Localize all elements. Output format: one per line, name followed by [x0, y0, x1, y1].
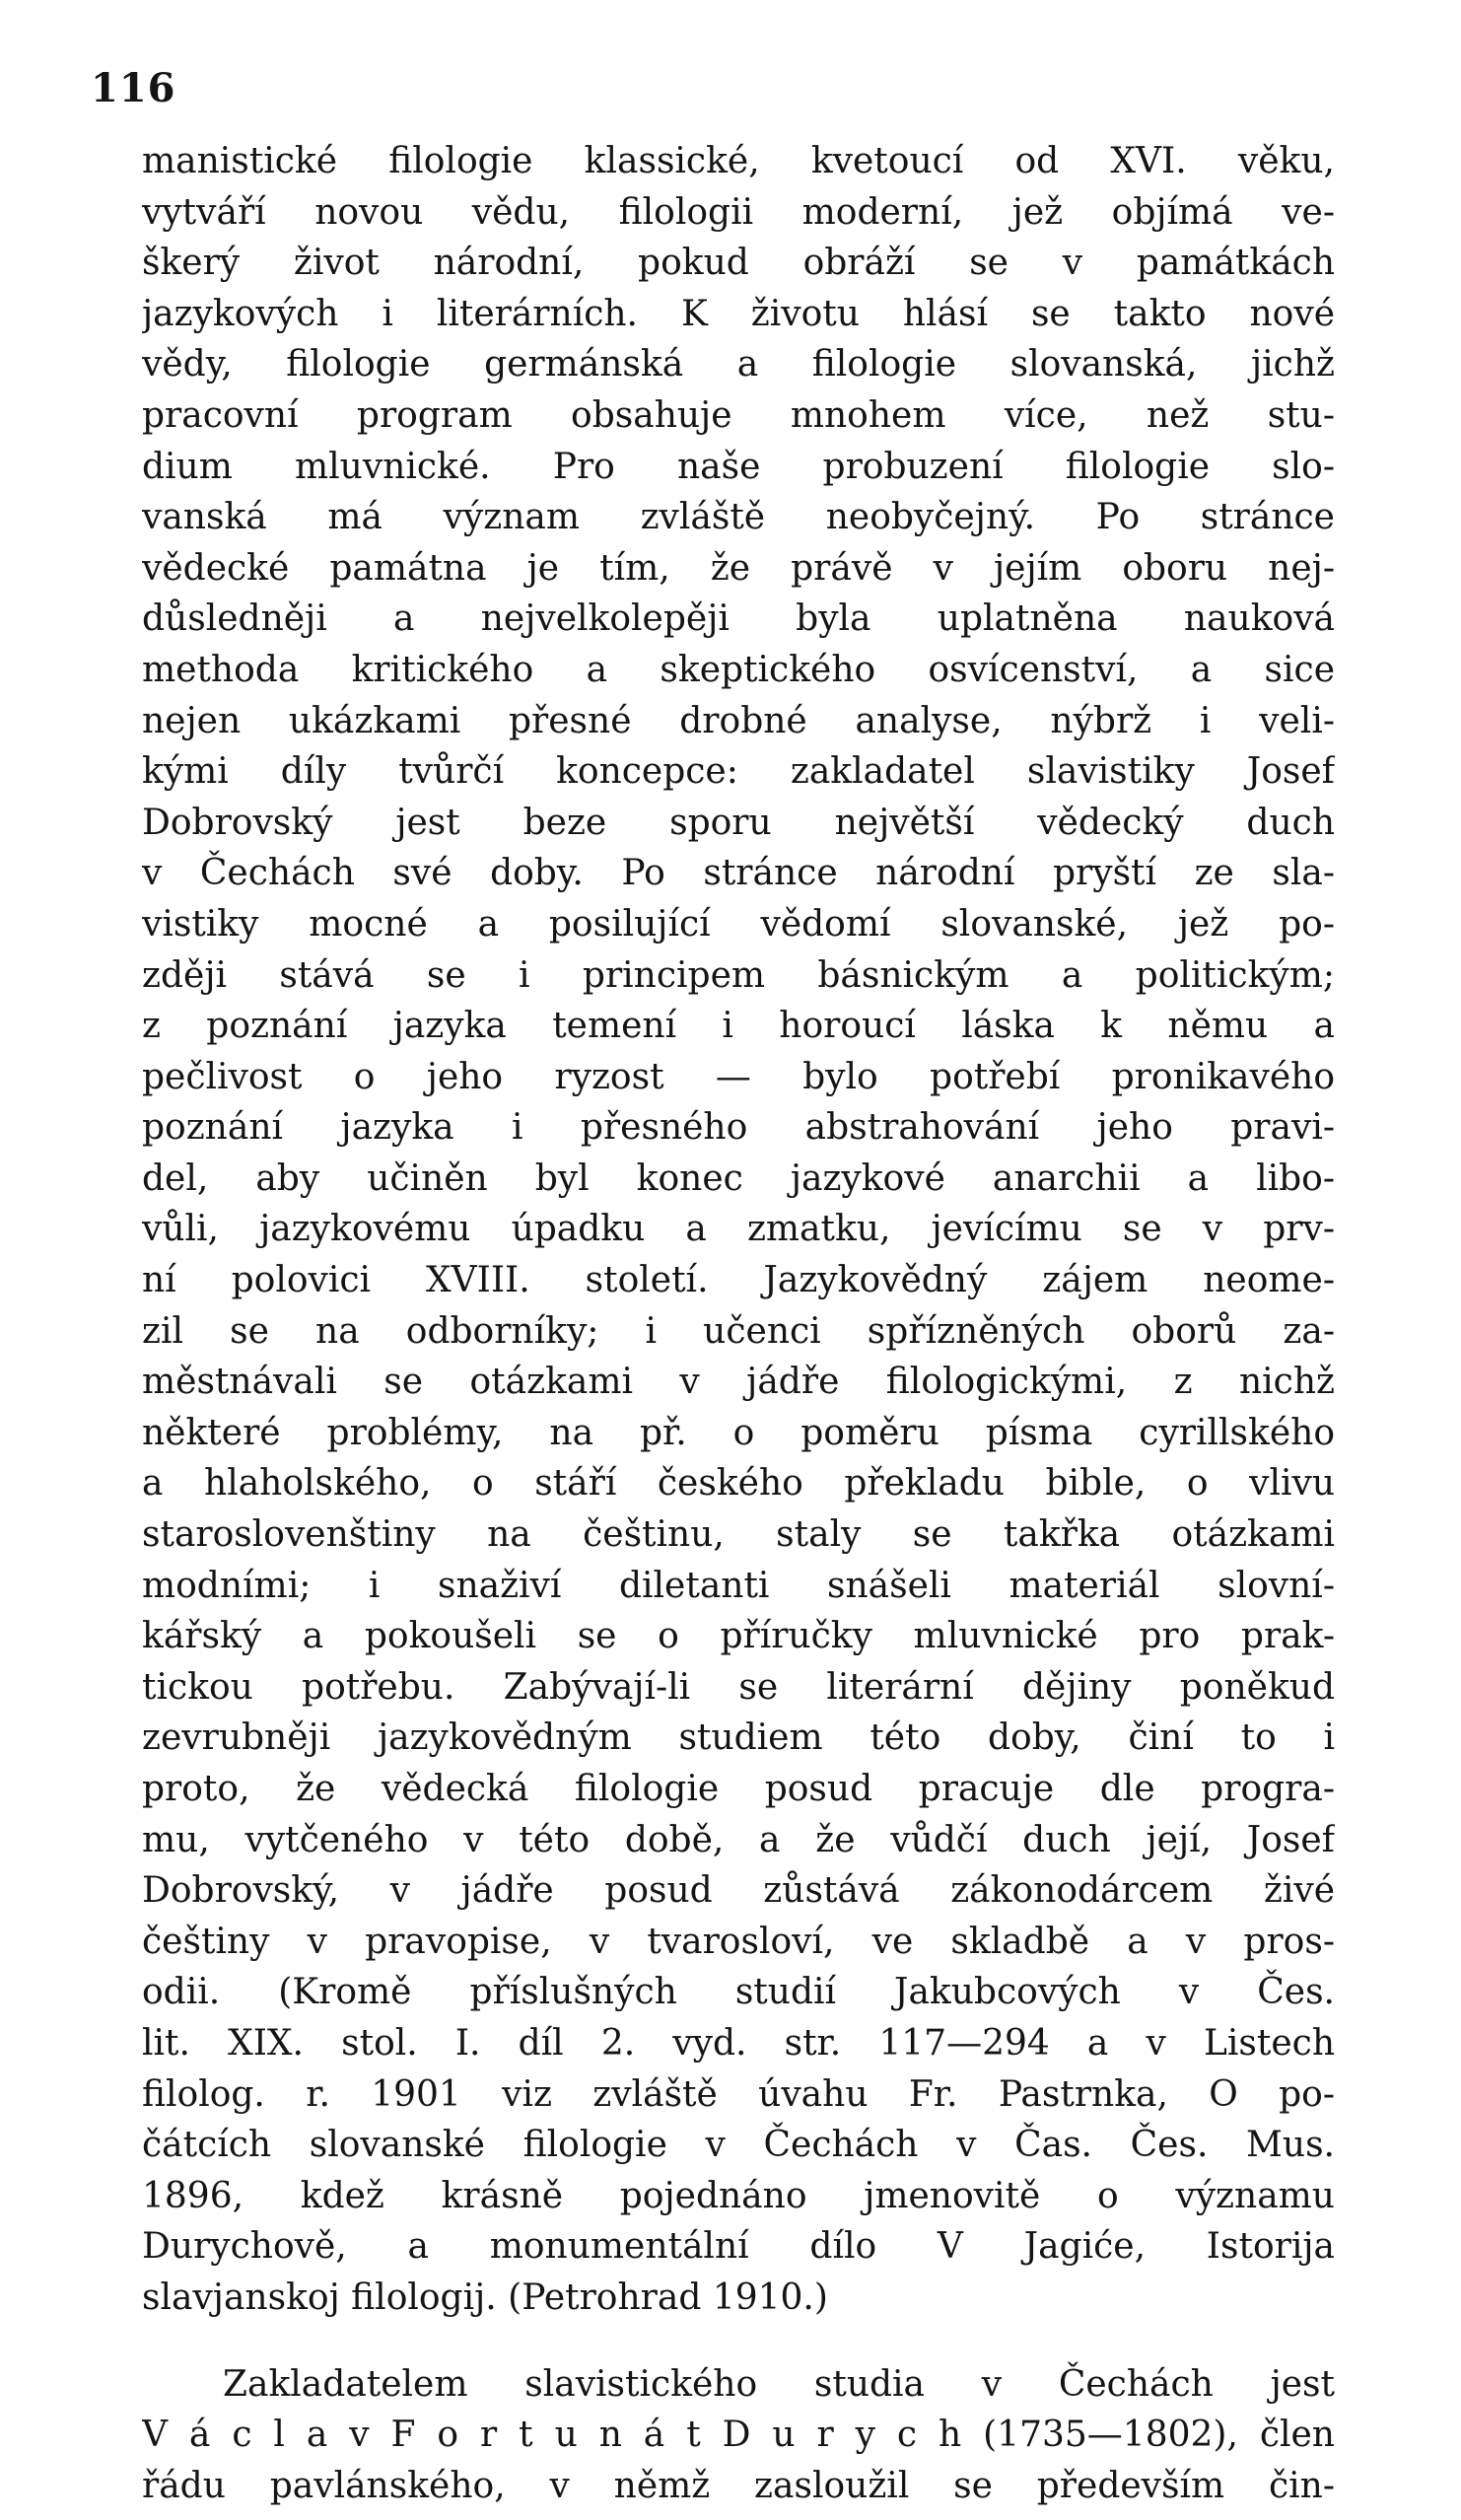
text-line: Dobrovský, v jádře posud zůstává zákonodárcem živé [142, 1870, 1335, 1912]
text-line: lit. XIX. stol. I. díl 2. vyd. str. 117—294 a v Listech [142, 2022, 1335, 2064]
text-line: zevrubněji jazykovědným studiem této doby, činí to i [142, 1717, 1335, 1759]
text-line: češtiny v pravopise, v tvarosloví, ve skladbě a v pros- [142, 1921, 1335, 1962]
text-line: pracovní program obsahuje mnohem více, než stu- [142, 394, 1335, 436]
text-line: čátcích slovanské filologie v Čechách v Čas. Čes. Mus. [142, 2125, 1335, 2166]
paragraph [142, 136, 1335, 2324]
paragraph [142, 2359, 1335, 2512]
text-line: škerý život národní, pokud obráží se v památkách [142, 243, 1335, 284]
text-line: proto, že vědecká filologie posud pracuje dle progra- [142, 1769, 1335, 1809]
text-line: vědy, filologie germánská a filologie slovanská, jichž [142, 344, 1335, 385]
text-line: methoda kritického a skeptického osvícenství, a sice [142, 649, 1335, 690]
text-line: některé problémy, na př. o poměru písma cyrillského [142, 1412, 1335, 1453]
text-line: z poznání jazyka temení i horoucí láska k němu a [142, 1006, 1335, 1047]
text-line: staroslovenštiny na češtinu, staly se takřka otázkami [142, 1514, 1335, 1556]
text-line: 1896, kdež krásně pojednáno jmenovitě o významu [142, 2175, 1335, 2216]
text-line: odii. (Kromě příslušných studií Jakubcových v Čes. [142, 1972, 1335, 2013]
text-line: v Čechách své doby. Po stránce národní pryští ze sla- [142, 853, 1335, 894]
paragraph-gap [142, 2324, 1335, 2359]
text-line: poznání jazyka i přesného abstrahování jeho pravi- [142, 1107, 1335, 1149]
text-line: zil se na odborníky; i učenci spřízněných oborů za- [142, 1310, 1335, 1352]
text-line: důsledněji a nejvelkolepěji byla uplatněna nauková [142, 598, 1335, 640]
text-line: vytváří novou vědu, filologii moderní, jež objímá ve- [142, 191, 1335, 233]
text-line: ní polovici XVIII. století. Jazykovědný zájem neome- [142, 1260, 1335, 1301]
body-text [142, 136, 1335, 2511]
text-line: tickou potřebu. Zabývají-li se literární dějiny poněkud [142, 1666, 1335, 1708]
text-line: jazykových i literárních. K životu hlásí se takto nové [142, 293, 1335, 334]
text-line: Zakladatelem slavistického studia v Čechách jest [223, 2363, 1335, 2405]
text-line: městnávali se otázkami v jádře filologickými, z nichž [142, 1362, 1335, 1403]
text-line: zději stává se i principem básnickým a politickým; [142, 954, 1335, 996]
text-line: vědecké památna je tím, že právě v jejím oboru nej- [142, 547, 1335, 589]
text-line: kými díly tvůrčí koncepce: zakladatel slavistiky Josef [142, 751, 1335, 793]
text-line: nejen ukázkami přesné drobné analyse, nýbrž i veli- [142, 700, 1335, 741]
text-line: vůli, jazykovému úpadku a zmatku, jevícímu se v prv- [142, 1209, 1335, 1250]
text-line: V á c l a v F o r t u n á t D u r y c h (1735—1802), člen [142, 2415, 1335, 2456]
text-line: vanská má význam zvláště neobyčejný. Po stránce [142, 497, 1335, 538]
page-number: 116 [91, 65, 176, 111]
text-line: filolog. r. 1901 viz zvláště úvahu Fr. Pastrnka, O po- [142, 2073, 1335, 2115]
text-line: Durychově, a monumentální dílo V Jagiće, Istorija [142, 2226, 1335, 2268]
text-line: řádu pavlánského, v němž zasloužil se především čin- [142, 2465, 1335, 2506]
text-line: Dobrovský jest beze sporu největší vědecký duch [142, 802, 1335, 843]
text-line: pečlivost o jeho ryzost — bylo potřebí pronikavého [142, 1056, 1335, 1097]
text-line: modními; i snaživí diletanti snášeli materiál slovní- [142, 1565, 1335, 1606]
text-line: a hlaholského, o stáří českého překladu bible, o vlivu [142, 1463, 1335, 1505]
text-line: mu, vytčeného v této době, a že vůdčí duch její, Josef [142, 1819, 1335, 1860]
text-line: vistiky mocné a posilující vědomí slovanské, jež po- [142, 903, 1335, 945]
text-line: dium mluvnické. Pro naše probuzení filologie slo- [142, 446, 1335, 487]
text-line: del, aby učiněn byl konec jazykové anarchii a libo- [142, 1157, 1335, 1199]
text-line: slavjanskoj filologij. (Petrohrad 1910.) [142, 2276, 828, 2318]
text-line: kářský a pokoušeli se o příručky mluvnické pro prak- [142, 1616, 1335, 1657]
text-line: manistické filologie klassické, kvetoucí od XVI. věku, [142, 141, 1335, 181]
